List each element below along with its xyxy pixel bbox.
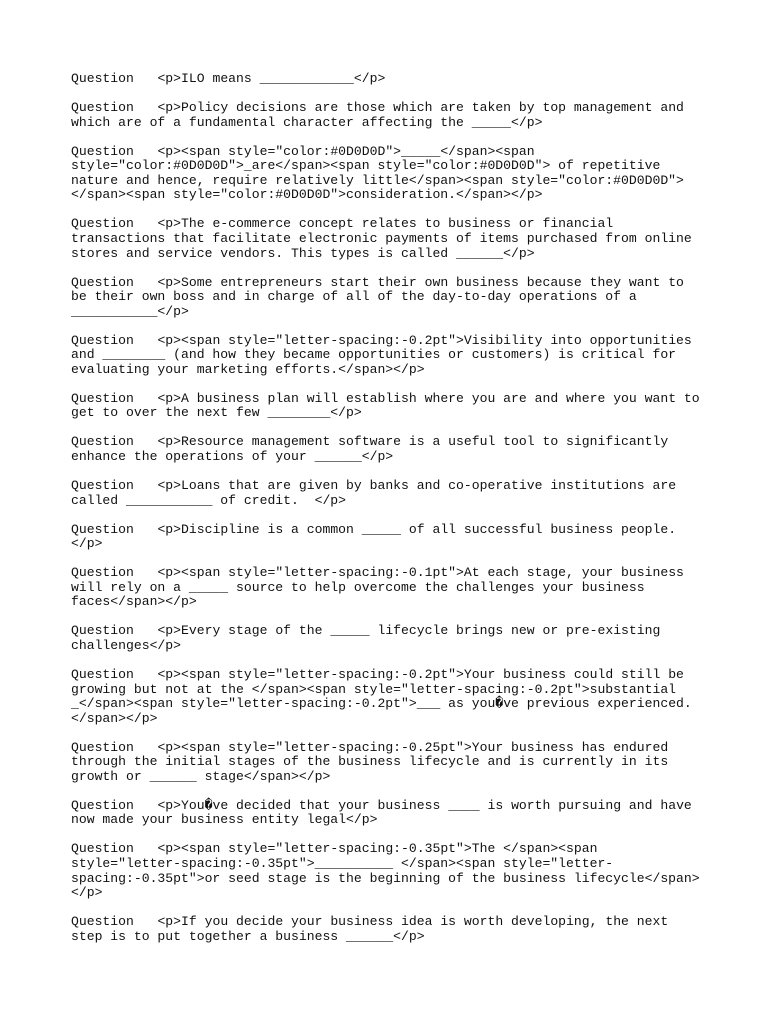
- question-label: Question: [71, 841, 134, 857]
- question-label: Question: [71, 434, 134, 450]
- question-item: [71, 915, 703, 944]
- question-item: [71, 624, 703, 653]
- question-text: <p>You�ve decided that your business ____ is worth pursuing and have now made your business entity legal</p>: [71, 797, 700, 828]
- question-label: Question: [71, 565, 134, 581]
- question-item: [71, 741, 703, 785]
- question-label: Question: [71, 390, 134, 406]
- question-item: [71, 566, 703, 610]
- question-label: Question: [71, 332, 134, 348]
- question-item: [71, 334, 703, 378]
- question-label: Question: [71, 623, 134, 639]
- question-text: <p><span style="letter-spacing:-0.2pt">Visibility into opportunities and ________ (and how they became opportunities or customers) is critical for evaluating your marketing efforts.</span></p>: [71, 332, 700, 377]
- question-item: [71, 72, 703, 87]
- question-item: [71, 101, 703, 130]
- question-text: <p>The e-commerce concept relates to business or financial transactions that facilitate electronic payments of items purchased from online stores and service vendors. This types is called ______</p>: [71, 216, 700, 261]
- question-item: [71, 435, 703, 464]
- question-item: [71, 799, 703, 828]
- question-text: <p>Some entrepreneurs start their own business because they want to be their own boss and in charge of all of the day-to-day operations of a ___________</p>: [71, 274, 692, 319]
- question-item: [71, 276, 703, 320]
- question-item: [71, 479, 703, 508]
- question-label: Question: [71, 797, 134, 813]
- question-text: <p><span style="letter-spacing:-0.35pt">The </span><span style="letter-spacing:-0.35pt">__________ </span><span style="letter-spacing:-0.35pt">or seed stage is the beginning of the business lifecycle</span></p>: [71, 841, 700, 901]
- question-label: Question: [71, 478, 134, 493]
- question-label: Question: [71, 99, 134, 115]
- question-item: [71, 390, 708, 421]
- question-item: [71, 217, 703, 261]
- question-item: [71, 145, 703, 203]
- question-text: <p><span style="color:#0D0D0D">_____</span><span style="color:#0D0D0D">_are</span><span style="color:#0D0D0D"> of repetitive nature and hence, require relatively little</span><span style="color:#0D0D0D"> </span><span style="color:#0D0D0D">consideration.</span></p>: [71, 143, 692, 203]
- document-page: [71, 71, 708, 959]
- question-label: Question: [71, 274, 134, 290]
- question-label: Question: [71, 521, 134, 537]
- question-label: Question: [71, 71, 134, 86]
- question-label: Question: [71, 914, 134, 930]
- question-label: Question: [71, 143, 134, 159]
- question-label: Question: [71, 216, 134, 232]
- question-text: <p>Policy decisions are those which are taken by top management and which are of a fundamental character affecting the _____</p>: [71, 99, 692, 130]
- question-text: <p>A business plan will establish where you are and where you want to get to over the next few ________</p>: [71, 390, 708, 421]
- question-text: <p><span style="letter-spacing:-0.1pt">At each stage, your business will rely on a _____ source to help overcome the challenges your business faces</span></p>: [71, 565, 692, 610]
- question-text: <p>Resource management software is a useful tool to significantly enhance the operations of your ______</p>: [71, 434, 677, 465]
- question-item: [71, 523, 703, 552]
- question-text: <p>Discipline is a common _____ of all successful business people.</p>: [71, 521, 677, 552]
- question-text: <p>Every stage of the _____ lifecycle brings new or pre-existing challenges</p>: [71, 623, 669, 653]
- question-text: <p><span style="letter-spacing:-0.25pt">Your business has endured through the initial stages of the business lifecycle and is currently in its growth or ______ stage</span></p>: [71, 739, 677, 784]
- question-text: <p>ILO means ____________</p>: [157, 71, 386, 86]
- question-item: [71, 842, 703, 900]
- question-text: <p><span style="letter-spacing:-0.2pt">Your business could still be growing but not at the </span><span style="letter-spacing:-0.2pt">substantial _</span><span style="letter-spacing:-0.2pt">___ as you�ve previous experienced.</span></p>: [71, 666, 692, 726]
- question-item: [71, 668, 703, 726]
- question-text: <p>Loans that are given by banks and co-operative institutions are called ___________ of credit. </p>: [71, 478, 684, 508]
- question-label: Question: [71, 666, 134, 682]
- question-label: Question: [71, 739, 134, 755]
- question-text: <p>If you decide your business idea is worth developing, the next step is to put together a business ______</p>: [71, 914, 677, 944]
